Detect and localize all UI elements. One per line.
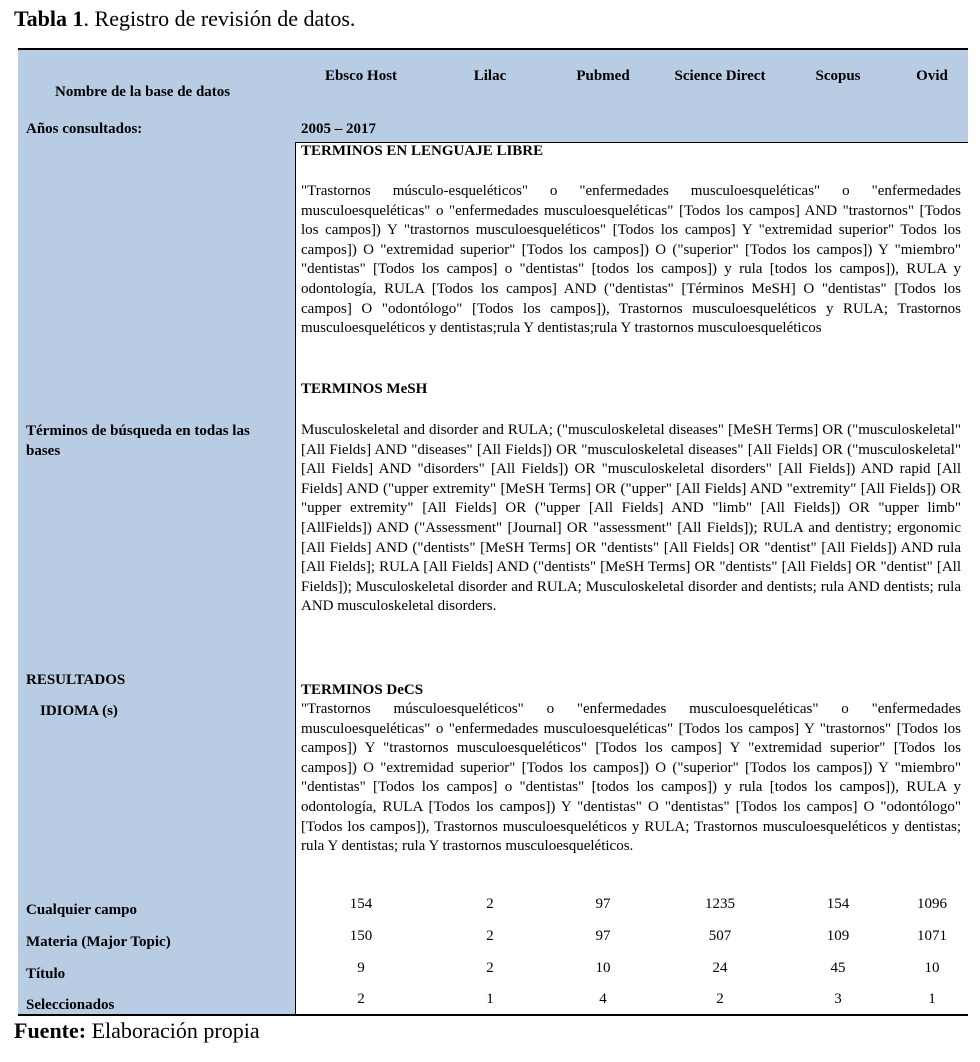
language-label: IDIOMA (s) [40,703,118,719]
cell-value: 4 [599,991,607,1007]
cell-value: 10 [924,960,940,976]
cell-value: 45 [830,960,846,976]
decs-text: "Trastornos músculoesqueléticos" o "enfermedades musculoesqueléticas" o "enfermedades musculoesqueléticas" o "enfermedades musculoesqueléticas" [Todos los campos] Y "trastornos" [Todos los campos]) Y "trastornos musculoesqueléticos" [Todos los campos] Y "extremidad superior" [Todos los campos]) O "extremidad superior" [Todos los campos]) O ("superior" [Todos los campos]) Y "miembro" "dentistas" [Todos los campos] o "dentistas" [todos los campos]) y rula [todos los campos]), RULA y odontología, RULA [Todos los campos]) Y "dentistas" O "dentistas" [Todos los campos] O "odontólogo" [Todos los campos]), Trastornos musculoesqueléticos y RULA; Trastornos musculoesqueléticos y dentistas; rula Y dentistas; rula Y trastornos musculoesqueléticos. [301,701,961,855]
cell-value: 154 [349,896,373,912]
row-label: Materia (Major Topic) [26,934,171,950]
caption-text: . Registro de revisión de datos. [83,6,356,31]
cell-value: 10 [595,960,611,976]
free-language-text: "Trastornos músculo-esqueléticos" o "enfermedades musculoesqueléticas" o "enfermedades musculoesqueléticas" o "enfermedades musculoesqueléticas" [Todos los campos] AND "trastornos" [Todos los campos]) Y "trastornos musculoesqueléticos" [Todos los campos] Y "extremidad superior" Todos los campos]) O "extremidad superior" [Todos los campos]) O ("superior" [Todos los campos]) Y "miembro" "dentistas" [Todos los campos] o "dentistas" [todos los campos]) y rula [todos los campos]), RULA y odontología, RULA [Todos los campos] AND ("dentistas" [Términos MeSH] O "dentistas" [Todos los campos] O "odontólogo" [Todos los campos]), Trastornos musculoesqueléticos y RULA; Trastornos musculoesqueléticos y dentistas;rula Y dentistas;rula Y trastornos musculoesqueléticos [301,183,961,337]
cell-value: 2 [486,960,494,976]
cell-value: 1 [928,991,936,1007]
caption-label: Tabla 1 [14,6,84,31]
cell-value: 1 [486,991,494,1007]
row-label: Cualquier campo [26,902,137,918]
cell-value: 97 [595,928,611,944]
cell-value: 3 [834,991,842,1007]
cell-value: 2 [486,896,494,912]
results-label: RESULTADOS [26,672,126,688]
data-review-table [18,48,968,1016]
column-divider [295,142,296,1014]
db-ebsco-host: Ebsco Host [324,68,398,84]
search-terms-label: Términos de búsqueda en todas las bases [26,423,250,459]
cell-value: 2 [486,928,494,944]
db-scopus: Scopus [815,68,861,84]
cell-value: 150 [349,928,373,944]
table-caption [14,6,355,32]
decs-title: TERMINOS DeCS [301,682,424,698]
cell-value: 154 [826,896,850,912]
cell-value: 1235 [705,896,735,912]
cell-value: 507 [708,928,732,944]
db-ovid: Ovid [916,68,948,84]
bottom-border [18,1014,968,1016]
db-pubmed: Pubmed [576,68,630,84]
cell-value: 24 [712,960,728,976]
row-label: Título [26,966,66,982]
cell-value: 109 [826,928,850,944]
cell-value: 97 [595,896,611,912]
cell-value: 9 [357,960,365,976]
row-label: Seleccionados [26,997,115,1013]
top-border [18,48,968,50]
years-label: Años consultados: [26,121,143,137]
db-name-label: Nombre de la base de datos [55,84,231,100]
source-footer [14,1018,260,1044]
label-column-band [18,50,295,1014]
db-lilac: Lilac [473,68,507,84]
free-language-title: TERMINOS EN LENGUAJE LIBRE [301,143,544,159]
cell-value: 1071 [917,928,947,944]
mesh-text: Musculoskeletal and disorder and RULA; ("musculoskeletal diseases" [MeSH Terms] OR ("musculoskeletal" [All Fields] AND "diseases" [All Fields]) OR "musculoskeletal diseases" [All Fields] OR ("musculoskeletal" [All Fields] AND "disorders" [All Fields]) OR "musculoskeletal disorders" [All Fields]) AND rapid [All Fields] AND ("upper extremity" [MeSH Terms] OR ("upper" [All Fields] AND "extremity" [All Fields]) OR "upper extremity" [All Fields] OR ("upper [All Fields] AND "limb" [All Fields]) OR "upper limb"[AllFields]) AND ("Assessment" [Journal] OR "assessment" [All Fields]); RULA and dentistry; ergonomic [All Fields] AND ("dentists" [MeSH Terms] OR "dentists" [All Fields] OR "dentist" [All Fields]) AND rula [All Fields]; RULA [All Fields] AND ("dentists" [MeSH Terms] OR "dentists" [All Fields] OR "dentist" [All Fields]); Musculoskeletal disorder and RULA; Musculoskeletal disorder and dentists; rula AND dentists; rula AND musculoskeletal disorders. [301,422,961,615]
cell-value: 2 [357,991,365,1007]
db-science-direct: Science Direct [674,68,766,84]
years-value: 2005 – 2017 [301,121,376,137]
footer-text: Elaboración propia [86,1018,260,1043]
cell-value: 2 [716,991,724,1007]
footer-label: Fuente: [14,1018,87,1043]
cell-value: 1096 [917,896,947,912]
mesh-title: TERMINOS MeSH [301,381,428,397]
